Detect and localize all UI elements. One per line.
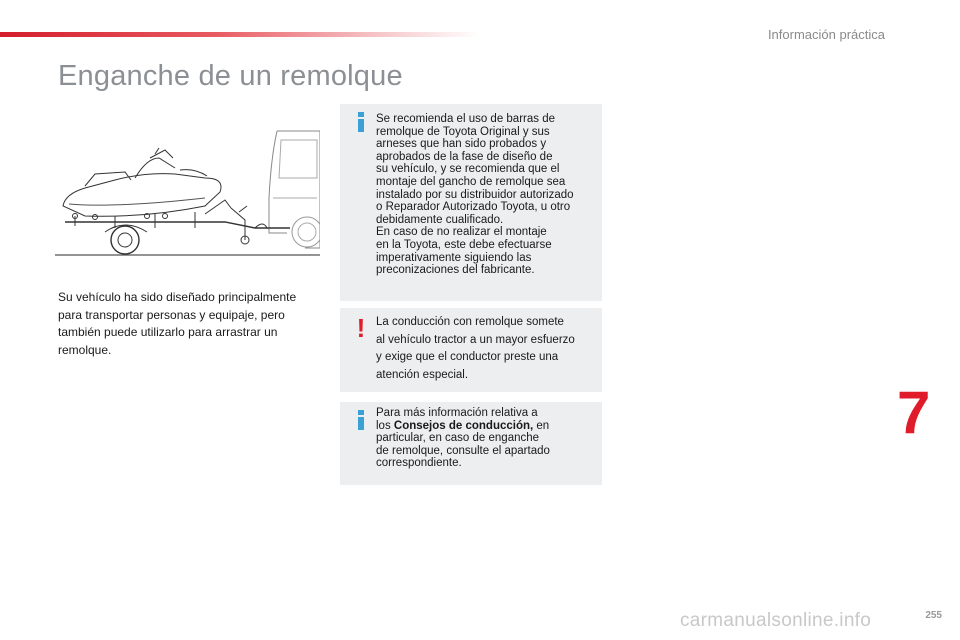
chapter-number: 7 [897,379,931,446]
info-icon [352,410,370,430]
info-note-towbar [340,104,602,301]
info-note-text [376,407,596,470]
driving-advice-reference: Consejos de conducción, [393,419,534,432]
info-note-line: aprobados de la fase de diseño de [376,150,553,163]
info-note-line: Para más información relativa a [376,407,538,419]
info-note-line: preconizaciones del fabricante. [376,264,535,277]
info-note-line: arneses que han sido probados y [376,138,547,151]
info-note-line: en la Toyota, este debe efectuarse [376,238,552,251]
info-note-line: En caso de no realizar el montaje [376,226,547,239]
jet-ski-trailer-illustration [55,128,320,260]
page-number: 255 [925,610,942,621]
info-note-text [376,113,596,277]
info-note-line: de remolque, consulte el apartado [376,444,550,457]
info-note-line: imperativamente siguiendo las [376,251,532,264]
warning-note-line: La conducción con remolque somete [376,316,564,328]
info-note-line: su vehículo, y se recomienda que el [376,163,560,176]
section-header: Información práctica [767,27,885,42]
info-note-line: particular, en caso de enganche [376,432,540,445]
info-note-line: Se recomienda el uso de barras de [376,113,555,125]
warning-note-line: y exige que el conductor preste una [376,351,559,363]
warning-note-text [376,314,596,384]
info-note-line: montaje del gancho de remolque sea [376,175,566,188]
info-note-line: o Reparador Autorizado Toyota, u otro [376,201,571,214]
warning-icon: ! [356,313,366,343]
warning-note-line: atención especial. [376,368,469,381]
page-title: Enganche de un remolque [58,60,403,92]
info-note-line-suffix: en [533,419,550,432]
info-note-driving-advice [340,402,602,485]
info-note-line: remolque de Toyota Original y sus [376,125,550,138]
info-note-line: instalado por su distribuidor autorizado [376,188,574,201]
header-accent-bar [0,32,480,37]
info-note-line: debidamente cualificado. [376,213,504,226]
info-icon [352,112,370,132]
watermark: carmanualsonline.info [680,610,872,631]
info-note-line [376,420,596,433]
info-note-line-prefix: los [376,419,394,432]
intro-paragraph: Su vehículo ha sido diseñado principalmente para transportar personas y equipaje, pero también puede utilizarlo para arrastrar un remolque. [58,290,297,357]
warning-note-towing [340,308,602,392]
warning-note-line: al vehículo tractor a un mayor esfuerzo [376,333,575,346]
info-note-line: correspondiente. [376,457,462,470]
